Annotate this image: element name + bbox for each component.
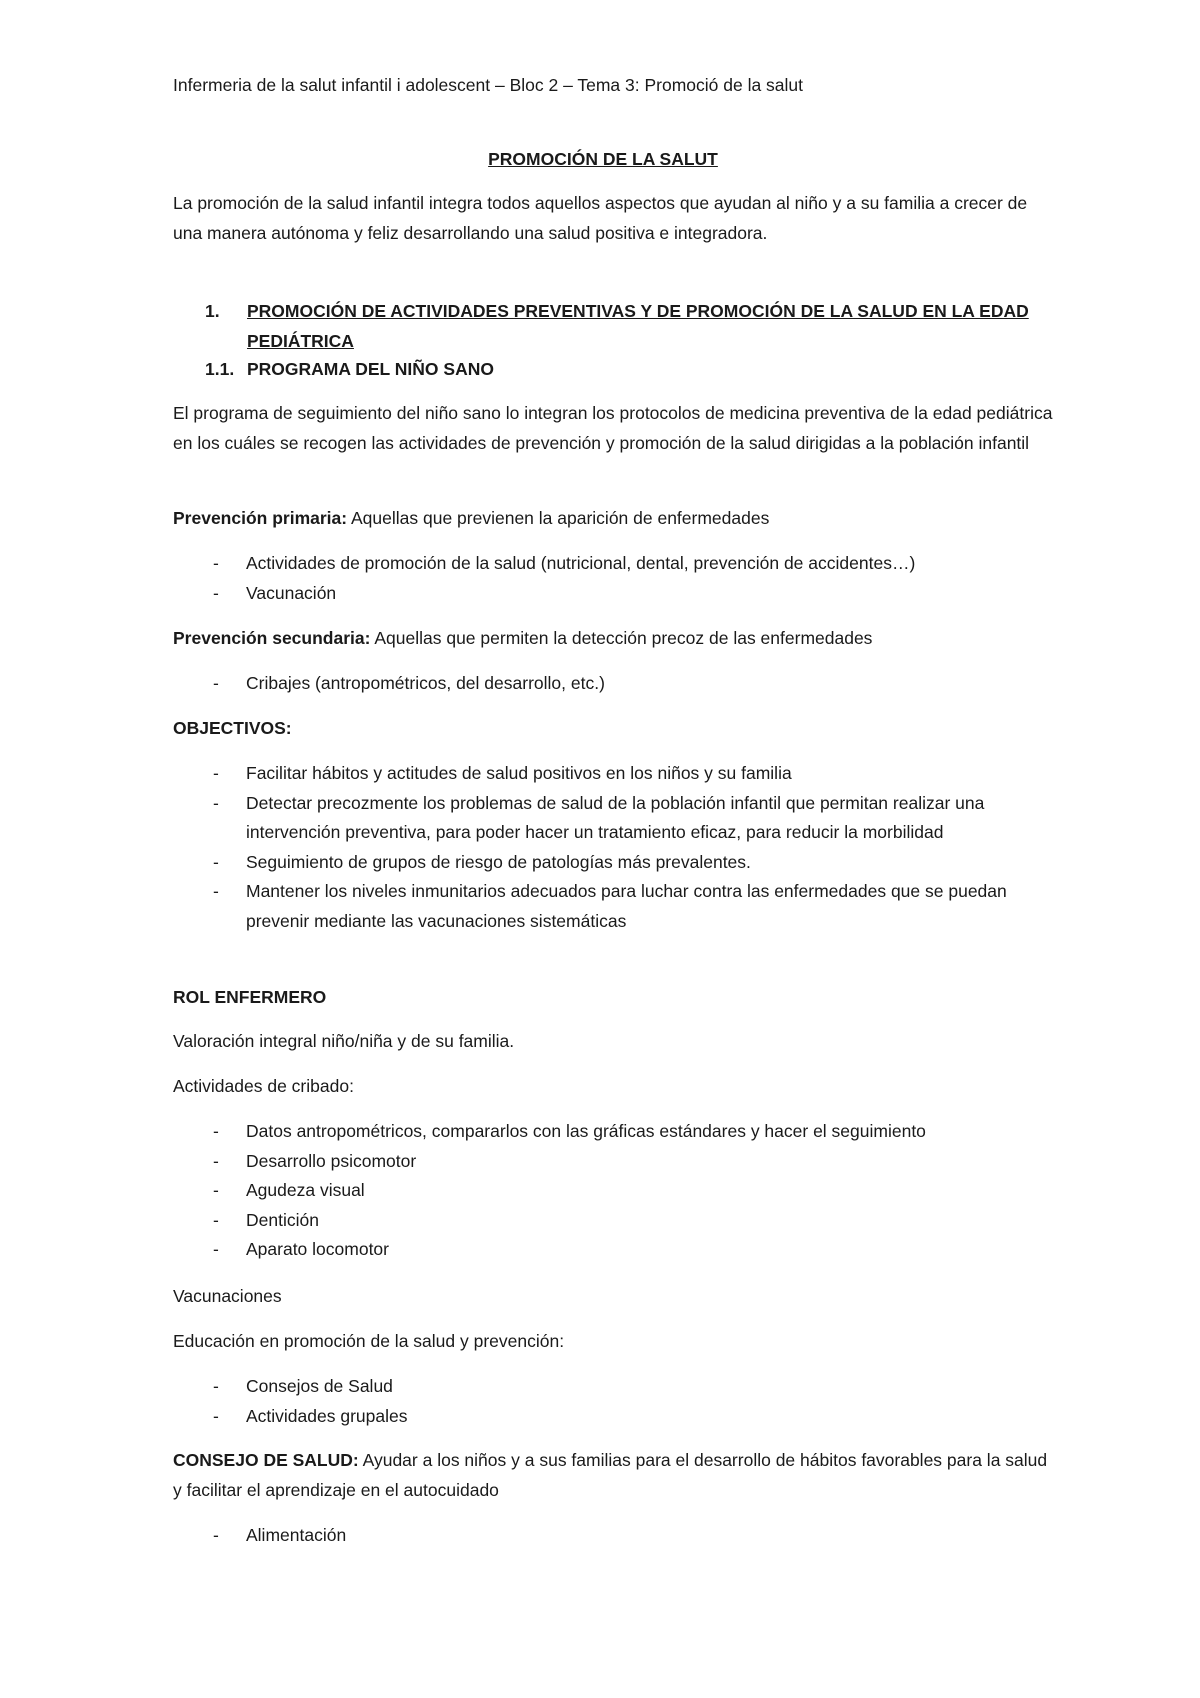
vacunaciones: Vacunaciones: [173, 1286, 282, 1306]
list-item: - Aparato locomotor: [173, 1235, 1053, 1265]
section-1-1-number: 1.1.: [205, 359, 235, 379]
list-item: - Desarrollo psicomotor: [173, 1147, 1053, 1177]
rol-enfermero-label: ROL ENFERMERO: [173, 987, 327, 1007]
prevencion-secundaria-text: Aquellas que permiten la detección precoz de las enfermedades: [370, 628, 873, 648]
consejo-list: [173, 1521, 1053, 1551]
consejo-de-salud: [173, 1446, 1053, 1505]
consejo-de-salud-label: CONSEJO DE SALUD:: [173, 1450, 359, 1470]
prevencion-primaria-label: Prevención primaria:: [173, 508, 348, 528]
prevencion-primaria-text: Aquellas que previenen la aparición de enfermedades: [347, 508, 770, 528]
prevencion-secundaria: [173, 624, 1053, 654]
objetivos-list: [173, 759, 1053, 936]
list-item: - Actividades de promoción de la salud (nutricional, dental, prevención de accidentes…): [173, 549, 1053, 579]
list-item: - Seguimiento de grupos de riesgo de patologías más prevalentes.: [173, 848, 1053, 878]
list-item: - Vacunación: [173, 579, 1053, 609]
page-header: Infermeria de la salut infantil i adolescent – Bloc 2 – Tema 3: Promoció de la salut: [173, 75, 804, 95]
consejo-de-salud-text: Ayudar a los niños y a sus familias para el desarrollo de hábitos favorables para la salud y facilitar el aprendizaje en el autocuidado: [173, 1450, 1048, 1500]
prevencion-secundaria-list: [173, 669, 1053, 699]
program-paragraph: El programa de seguimiento del niño sano lo integran los protocolos de medicina preventiva de la edad pediátrica en los cuáles se recogen las actividades de prevención y promoción de la salud dirigidas a la población infantil: [173, 403, 1053, 453]
list-item: - Facilitar hábitos y actitudes de salud positivos en los niños y su familia: [173, 759, 1053, 789]
list-item: - Cribajes (antropométricos, del desarrollo, etc.): [173, 669, 1053, 699]
list-item: - Dentición: [173, 1206, 1053, 1236]
valoracion-integral: Valoración integral niño/niña y de su familia.: [173, 1031, 515, 1051]
cribado-label: Actividades de cribado:: [173, 1076, 354, 1096]
list-item: - Alimentación: [173, 1521, 1053, 1551]
prevencion-secundaria-label: Prevención secundaria:: [173, 628, 371, 648]
educacion-label: Educación en promoción de la salud y prevención:: [173, 1331, 565, 1351]
cribado-list: [173, 1117, 1053, 1265]
intro-paragraph: La promoción de la salud infantil integra todos aquellos aspectos que ayudan al niño y a su familia a crecer de una manera autónoma y feliz desarrollando una salud positiva e integradora.: [173, 193, 1028, 243]
section-1-1-title: PROGRAMA DEL NIÑO SANO: [247, 359, 494, 379]
list-item: - Mantener los niveles inmunitarios adecuados para luchar contra las enfermedades que se puedan prevenir mediante las vacunaciones sistemáticas: [173, 877, 1053, 936]
section-1-number: 1.: [205, 301, 220, 321]
objetivos-label: OBJECTIVOS:: [173, 718, 292, 738]
document-title: PROMOCIÓN DE LA SALUT: [488, 149, 718, 169]
list-item: - Actividades grupales: [173, 1402, 1053, 1432]
prevencion-primaria-list: [173, 549, 1053, 608]
list-item: - Agudeza visual: [173, 1176, 1053, 1206]
list-item: - Datos antropométricos, compararlos con las gráficas estándares y hacer el seguimiento: [173, 1117, 1053, 1147]
prevencion-primaria: [173, 504, 1053, 534]
list-item: - Consejos de Salud: [173, 1372, 1053, 1402]
section-1-title: PROMOCIÓN DE ACTIVIDADES PREVENTIVAS Y DE PROMOCIÓN DE LA SALUD EN LA EDAD PEDIÁTRICA: [247, 301, 1029, 351]
list-item: - Detectar precozmente los problemas de salud de la población infantil que permitan realizar una intervención preventiva, para poder hacer un tratamiento eficaz, para reducir la morbilidad: [173, 789, 1053, 848]
educacion-list: [173, 1372, 1053, 1431]
